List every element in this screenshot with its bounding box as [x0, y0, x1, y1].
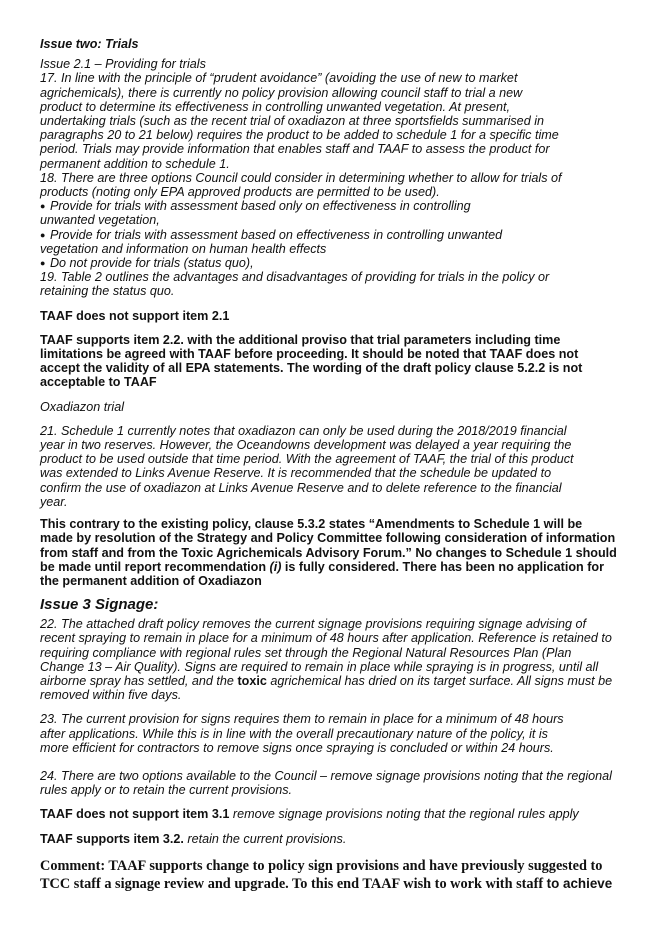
- paragraph-21: 21. Schedule 1 currently notes that oxadiazon can only be used during the 2018/2019 financial year in two reserves. However, the Oceandowns development was delayed a year requiring the product to be used outside that time period. With the agreement of TAAF, the trial of this product was extended to Links Avenue Reserve. It is recommended that the schedule be updated to confirm the use of oxadiazon at Links Avenue Reserve and to delete reference to the financial year.: [40, 423, 574, 509]
- bullet-icon: ●: [40, 258, 46, 269]
- paragraph-19: 19. Table 2 outlines the advantages and disadvantages of providing for trials in the policy or retaining the status quo.: [40, 270, 550, 299]
- taaf-comment: Comment: TAAF supports change to policy sign provisions and have previously suggested to TCC staff a signage review and upgrade. To this end TAAF wish to work with staff to achieve: [40, 857, 613, 892]
- oxadiazon-heading: Oxadiazon trial: [40, 399, 124, 414]
- taaf-not-support-3-1: TAAF does not support item 3.1 remove signage provisions noting that the regional rules apply: [40, 807, 579, 822]
- bullet-icon: ●: [40, 201, 46, 212]
- taaf-support-2-2: TAAF supports item 2.2. with the additional proviso that trial parameters including time limitations be agreed with TAAF before proceeding. It should be noted that TAAF does not accept the validity of all EPA statements. The wording of the draft policy clause 5.2.2 is not acceptable to TAAF: [40, 332, 583, 390]
- bullet-icon: ●: [40, 229, 46, 240]
- taaf-not-support-2-1: TAAF does not support item 2.1: [40, 308, 230, 323]
- paragraph-23: 23. The current provision for signs requires them to remain in place for a minimum of 48 hours after applications. While this is in line with the overall precautionary nature of the policy, it is more efficient for contractors to remove signs once spraying is concluded or within 24 hours.: [40, 712, 564, 755]
- list-item: ● Provide for trials with assessment based only on effectiveness in controlling: [40, 199, 471, 214]
- paragraph-22: 22. The attached draft policy removes the current signage provisions requiring signage advising of recent spraying to remain in place for a minimum of 48 hours after application. Reference is retained to requiring compliance with regional rules set through the Regional Natural Resources Plan (Plan Change 13 – Air Quality). Signs are required to remain in place while spraying is in progress, until all airborne spray has settled, and the toxic agrichemical has dried on its target surface. All signs must be removed within five days.: [40, 617, 613, 703]
- paragraph-18: 18. There are three options Council could consider in determining whether to allow for trials of products (noting only EPA approved products are permitted to be used).: [40, 170, 562, 200]
- list-item-continuation: unwanted vegetation,: [40, 213, 160, 228]
- list-item: ● Provide for trials with assessment based on effectiveness in controlling unwanted: [40, 227, 503, 242]
- paragraph-17: 17. In line with the principle of “prudent avoidance” (avoiding the use of new to market agrichemicals), there is currently no policy provision allowing council staff to trial a new product to determine its effectiveness in controlling unwanted vegetation. At present, undertaking trials (such as the recent trial of oxadiazon at three sportsfields summarised in paragraphs 20 to 21 below) requires the product to be added to schedule 1 for a specific time period. Trials may provide information that enables staff and TAAF to assess the product for permanent addition to schedule 1.: [40, 71, 559, 171]
- paragraph-24: 24. There are two options available to the Council – remove signage provisions noting that the regional rules apply or to retain the current provisions.: [40, 768, 612, 798]
- issue-2-1-subheading: Issue 2.1 – Providing for trials: [40, 57, 206, 72]
- list-item-continuation: vegetation and information on human health effects: [40, 241, 327, 256]
- taaf-oxadiazon-response: This contrary to the existing policy, clause 5.3.2 states “Amendments to Schedule 1 will be made by resolution of the Strategy and Policy Committee following consideration of information from staff and from the Toxic Agrichemicals Advisory Forum.” No changes to Schedule 1 should be made until report recommendation (i) is fully considered. There has been no application for the permanent addition of Oxadiazon: [40, 517, 617, 588]
- taaf-support-3-2: TAAF supports item 3.2. retain the current provisions.: [40, 831, 347, 846]
- issue-3-heading: Issue 3 Signage:: [40, 596, 159, 614]
- issue-two-heading: Issue two: Trials: [40, 37, 139, 51]
- list-item: ● Do not provide for trials (status quo),: [40, 256, 254, 271]
- bullet-list: [40, 199, 617, 270]
